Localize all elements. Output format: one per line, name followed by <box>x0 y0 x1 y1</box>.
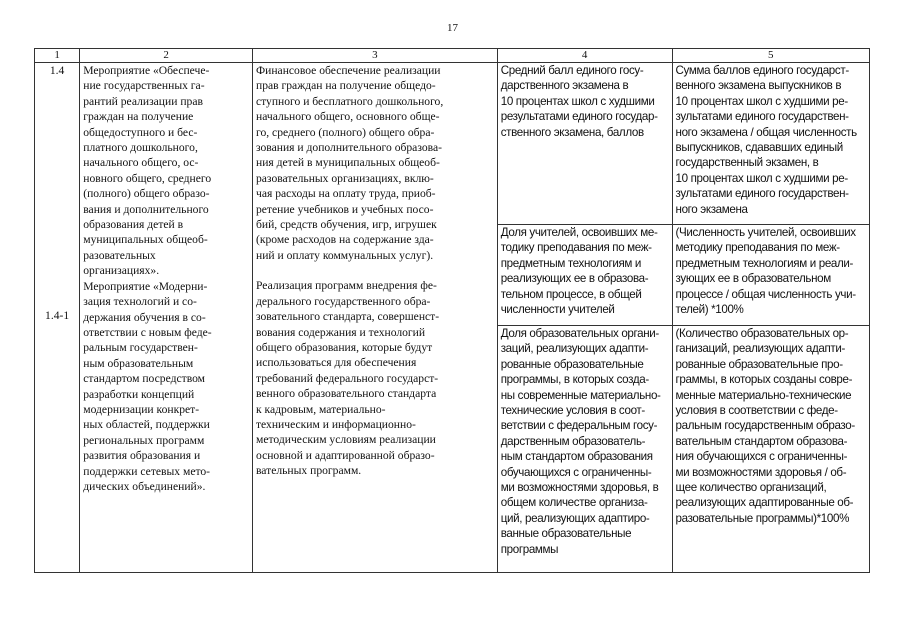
column-number: 5 <box>672 49 869 63</box>
measures-table <box>34 48 870 573</box>
row-id: 1.4-1 <box>45 309 70 323</box>
measure-text: Мероприятие «Обеспече- ние государственных га- рантий реализации прав граждан на получение общедоступного и бес- платного дошкольного, начального общего, ос- новного общего, среднего (полного) общего образо- вания и дополнительного образования детей в муниципальных общеоб- разовательных организациях». <box>83 64 212 278</box>
column-number: 1 <box>35 49 80 63</box>
row-id: 1.4 <box>49 64 65 77</box>
indicator-name: Средний балл единого госу- дарственного экзамена в 10 процентах школ с худшими результатами единого государ- ственного экзамена, баллов <box>497 63 672 225</box>
indicator-name: Доля учителей, освоивших ме- тодику преподавания по меж- предметным технологиям и реализующих ее в образова- тельном процессе, в общей численности учителей <box>497 225 672 326</box>
column-number: 3 <box>252 49 497 63</box>
column-number-row <box>35 49 870 63</box>
indicator-formula: Сумма баллов единого государст- венного экзамена выпускников в 10 процентах школ с худшими ре- зультатами единого государствен- ного экзамена / общая численность выпускников, сдававших единый государственный экзамен, в 10 процентах школ с худшими ре- зультатами единого государствен- ного экзамена <box>672 63 869 225</box>
measure-text: Мероприятие «Модерни- зация технологий и со- держания обучения в со- ответствии с новым феде- ральным государствен- ным образовательным стандартом посредством разработки концепций модернизации конкрет- ных областей, поддержки региональных программ развития образования и поддержки сетевых мето- дических объединений». <box>83 279 212 493</box>
description-text: Реализация программ внедрения фе- дерального государственного обра- зовательного стандарта, совершенст- вования содержания и технологий общего образования, которые будут использоваться для обеспечения требований федерального государст- венного образовательного стандарта к кадровым, материально- техническим и информационно- методическим условиям реализации основной и адаптированной образо- вательных программ. <box>255 279 440 478</box>
column-number: 4 <box>497 49 672 63</box>
indicator-formula: (Численность учителей, освоивших методику преподавания по меж- предметным технологиям и реали- зующих ее в образовательном процессе / общая численность учи- телей) *100% <box>672 225 869 326</box>
column-number: 2 <box>80 49 253 63</box>
page-number: 17 <box>447 22 458 34</box>
indicator-formula: (Количество образовательных ор- ганизаций, реализующих адапти- рованные образовательные про- граммы, в которых созданы совре- менные материально-технические условия в соответствии с феде- ральным государственным образо- вательным стандартом образова- ния обучающихся с ограниченны- ми возможностями здоровья / об- щее количество организаций, реализующих адаптированные об- разовательные программы)*100% <box>672 326 869 573</box>
measure-cell <box>80 63 253 573</box>
row-id-cell <box>35 63 80 573</box>
description-text: Финансовое обеспечение реализации прав граждан на получение общедо- ступного и бесплатного дошкольного, начального общего, основного обще- го, среднего (полного) общего обра- зования и дополнительного образова- ния детей в муниципальных общеоб- разовательных организациях, вклю- чая расходы на оплату труда, приоб- ретение учебников и учебных посо- бий, средств обучения, игр, игрушек (кроме расходов на содержание зда- ний и оплату коммунальных услуг). <box>255 64 444 262</box>
indicator-name: Доля образовательных органи- заций, реализующих адапти- рованные образовательные программы, в которых созда- ны современные материально- технические условия в соот- ветствии с федеральным госу- дарственным образователь- ным стандартом образования обучающихся с ограниченны- ми возможностями здоровья, в общем количестве организа- ций, реализующих адаптиро- ванные образовательные программы <box>497 326 672 573</box>
description-cell <box>252 63 497 573</box>
table-row <box>35 63 870 225</box>
